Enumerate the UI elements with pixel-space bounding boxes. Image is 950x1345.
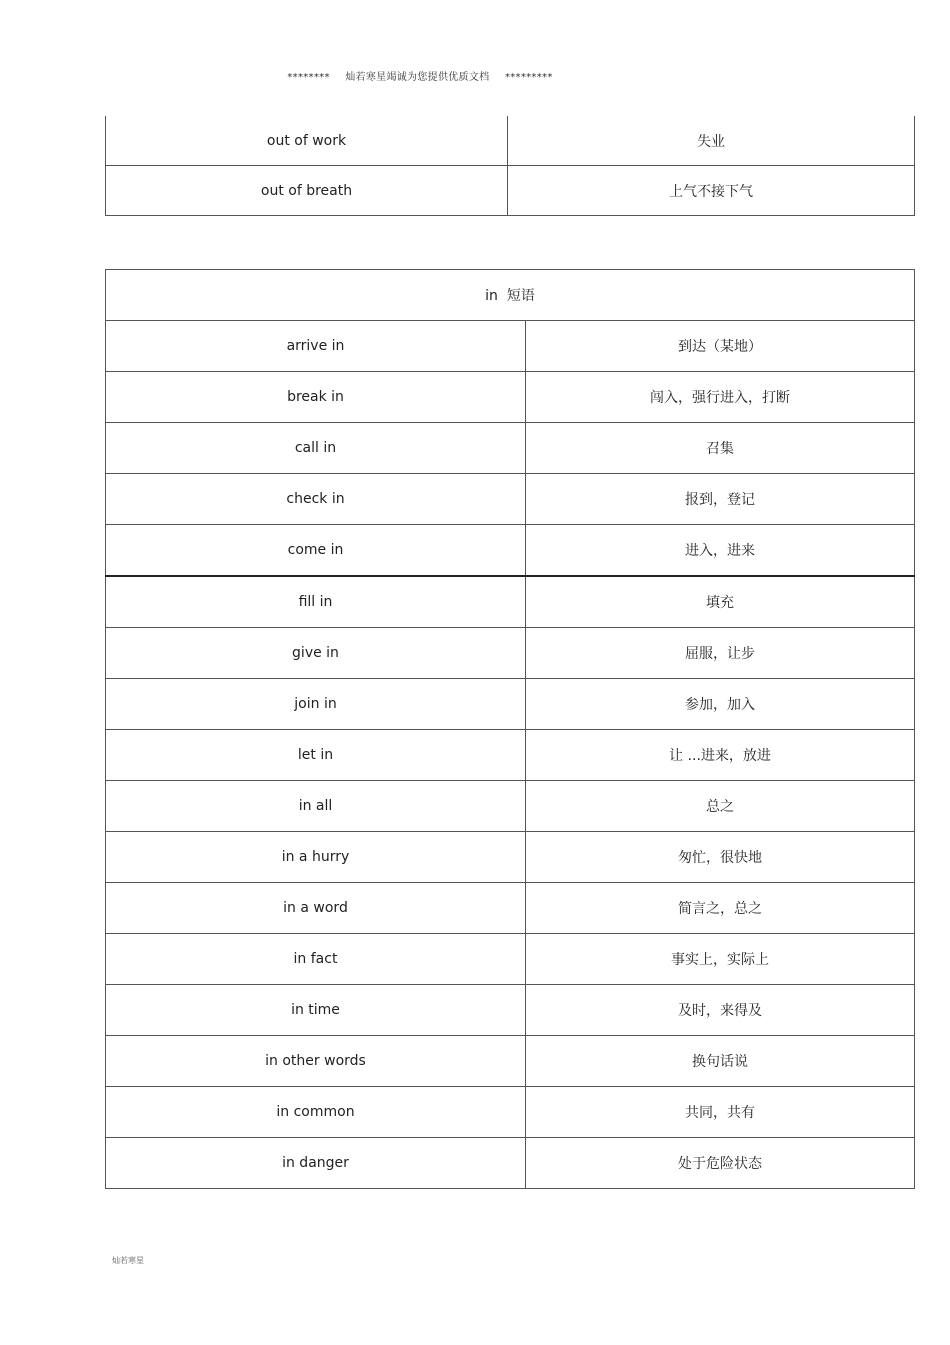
header-right-stars: ********* — [504, 72, 553, 83]
phrase-en: let in — [106, 730, 526, 781]
phrase-en: come in — [106, 525, 526, 577]
phrase-en: call in — [106, 423, 526, 474]
phrase-en: in common — [106, 1087, 526, 1138]
table-row — [106, 832, 915, 883]
out-phrases-table — [105, 116, 915, 216]
phrase-en: arrive in — [106, 321, 526, 372]
table-row — [106, 628, 915, 679]
table-row — [106, 1036, 915, 1087]
phrase-zh: 简言之，总之 — [526, 883, 915, 934]
table-row — [106, 372, 915, 423]
table-row — [106, 1087, 915, 1138]
phrase-en: give in — [106, 628, 526, 679]
phrase-zh: 参加，加入 — [526, 679, 915, 730]
table-row — [106, 423, 915, 474]
phrase-zh: 总之 — [526, 781, 915, 832]
phrase-zh: 填充 — [526, 576, 915, 628]
table-row — [106, 166, 915, 216]
table-row — [106, 474, 915, 525]
header-text: 灿若寒星竭诚为您提供优质文档 — [345, 72, 490, 83]
table-row — [106, 1138, 915, 1189]
table-title: in 短语 — [106, 270, 915, 321]
phrase-en: in fact — [106, 934, 526, 985]
table-row — [106, 781, 915, 832]
phrase-en: in danger — [106, 1138, 526, 1189]
phrase-zh: 报到，登记 — [526, 474, 915, 525]
phrase-en: check in — [106, 474, 526, 525]
header-left-stars: ******** — [287, 72, 330, 83]
table-row — [106, 679, 915, 730]
phrase-zh: 及时，来得及 — [526, 985, 915, 1036]
table-title-row — [106, 270, 915, 321]
table-row — [106, 576, 915, 628]
page-header — [0, 68, 840, 83]
phrase-zh: 匆忙，很快地 — [526, 832, 915, 883]
phrase-zh: 共同，共有 — [526, 1087, 915, 1138]
phrase-en: out of work — [106, 116, 508, 166]
table-row — [106, 321, 915, 372]
phrase-en: in time — [106, 985, 526, 1036]
table-row — [106, 985, 915, 1036]
phrase-en: in other words — [106, 1036, 526, 1087]
phrase-zh: 上气不接下气 — [508, 166, 915, 216]
phrase-zh: 屈服，让步 — [526, 628, 915, 679]
phrase-en: fill in — [106, 576, 526, 628]
table-row — [106, 116, 915, 166]
phrase-zh: 让 ...进来，放进 — [526, 730, 915, 781]
in-phrases-table — [105, 269, 915, 1189]
phrase-zh: 处于危险状态 — [526, 1138, 915, 1189]
phrase-zh: 进入，进来 — [526, 525, 915, 577]
phrase-zh: 换句话说 — [526, 1036, 915, 1087]
phrase-en: out of breath — [106, 166, 508, 216]
phrase-en: in a hurry — [106, 832, 526, 883]
phrase-zh: 到达（某地） — [526, 321, 915, 372]
phrase-en: break in — [106, 372, 526, 423]
table-row — [106, 934, 915, 985]
table-row — [106, 730, 915, 781]
page-footer: 灿若寒星 — [112, 1256, 144, 1265]
phrase-en: in all — [106, 781, 526, 832]
phrase-zh: 事实上，实际上 — [526, 934, 915, 985]
phrase-en: in a word — [106, 883, 526, 934]
table-row — [106, 525, 915, 577]
phrase-en: join in — [106, 679, 526, 730]
table-row — [106, 883, 915, 934]
phrase-zh: 失业 — [508, 116, 915, 166]
phrase-zh: 闯入，强行进入，打断 — [526, 372, 915, 423]
phrase-zh: 召集 — [526, 423, 915, 474]
